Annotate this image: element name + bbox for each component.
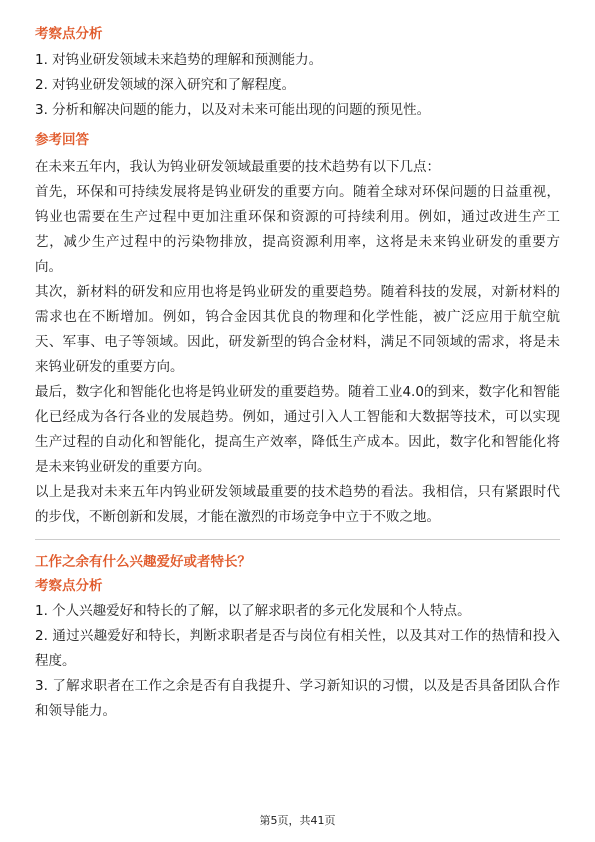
- document-page: [35, 0, 560, 724]
- analysis-item-2: 2. 对钨业研发领域的深入研究和了解程度。: [35, 77, 296, 93]
- analysis-item-3: 3. 分析和解决问题的能力，以及对未来可能出现的问题的预见性。: [35, 102, 431, 118]
- analysis-item-1: 1. 对钨业研发领域未来趋势的理解和预测能力。: [35, 52, 323, 68]
- answer-paragraph-third: 最后，数字化和智能化也将是钨业研发的重要趋势。随着工业4.0的到来，数字化和智能化已经成为各行各业的发展趋势。例如，通过引入人工智能和大数据等技术，可以实现生产过程的自动化和智能化，提高生产效率，降低生产成本。因此，数字化和智能化将是未来钨业研发的重要方向。: [35, 384, 560, 475]
- analysis-heading-1: 考察点分析: [35, 26, 103, 42]
- analysis-heading-2: 考察点分析: [35, 578, 103, 594]
- section-divider: [35, 539, 560, 540]
- page-footer: 第5页，共41页: [259, 814, 336, 827]
- analysis-item-5: 2. 通过兴趣爱好和特长，判断求职者是否与岗位有相关性，以及其对工作的热情和投入程度。: [35, 628, 560, 669]
- question-title: 工作之余有什么兴趣爱好或者特长？: [35, 554, 251, 570]
- answer-paragraph-second: 其次，新材料的研发和应用也将是钨业研发的重要趋势。随着科技的发展，对新材料的需求也在不断增加。例如，钨合金因其优良的物理和化学性能，被广泛应用于航空航天、军事、电子等领域。因此，研发新型的钨合金材料，满足不同领域的需求，将是未来钨业研发的重要方向。: [35, 284, 560, 375]
- answer-paragraph-intro: 在未来五年内，我认为钨业研发领域最重要的技术趋势有以下几点：: [35, 159, 440, 175]
- answer-paragraph-conclusion: 以上是我对未来五年内钨业研发领域最重要的技术趋势的看法。我相信，只有紧跟时代的步伐，不断创新和发展，才能在激烈的市场竞争中立于不败之地。: [35, 484, 560, 525]
- analysis-item-6: 3. 了解求职者在工作之余是否有自我提升、学习新知识的习惯，以及是否具备团队合作和领导能力。: [35, 678, 560, 719]
- answer-paragraph-first: 首先，环保和可持续发展将是钨业研发的重要方向。随着全球对环保问题的日益重视，钨业也需要在生产过程中更加注重环保和资源的可持续利用。例如，通过改进生产工艺，减少生产过程中的污染物排放，提高资源利用率，这将是未来钨业研发的重要方向。: [35, 184, 560, 275]
- answer-heading: 参考回答: [35, 132, 89, 148]
- analysis-item-4: 1. 个人兴趣爱好和特长的了解，以了解求职者的多元化发展和个人特点。: [35, 603, 471, 619]
